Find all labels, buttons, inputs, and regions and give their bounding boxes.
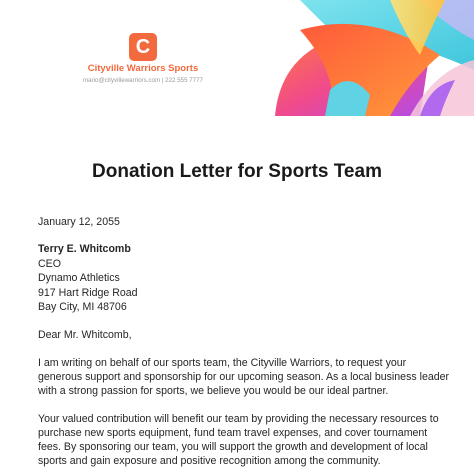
org-contact: mario@cityvillewarriors.com | 222 555 7777 bbox=[83, 77, 203, 84]
recipient-city: Bay City, MI 48706 bbox=[38, 301, 127, 313]
paragraph1-line: I am writing on behalf of our sports team, the Cityville Warriors, to request your bbox=[38, 357, 407, 369]
recipient-company: Dynamo Athletics bbox=[38, 272, 120, 284]
recipient-street: 917 Hart Ridge Road bbox=[38, 287, 138, 299]
paragraph2-line: Your valued contribution will benefit our team by providing the necessary resources to bbox=[38, 413, 439, 425]
salutation: Dear Mr. Whitcomb, bbox=[38, 329, 132, 341]
letter-title: Donation Letter for Sports Team bbox=[92, 161, 382, 182]
org-name: Cityville Warriors Sports bbox=[87, 63, 199, 74]
decorative-artwork bbox=[270, 0, 474, 116]
letter-date: January 12, 2055 bbox=[38, 216, 120, 228]
paragraph2-line: fees. By sponsoring our team, you will support the growth and development of local bbox=[38, 441, 428, 453]
logo-letter: C bbox=[135, 36, 151, 58]
paragraph1-line: with a strong passion for sports, we believe you would be our ideal partner. bbox=[38, 385, 389, 397]
logo-icon bbox=[129, 33, 157, 61]
paragraph1-line: generous support and sponsorship for our upcoming season. As a local business leader bbox=[38, 371, 450, 383]
paragraph2-line: purchase new sports equipment, fund team travel expenses, and cover tournament bbox=[38, 427, 428, 439]
recipient-name: Terry E. Whitcomb bbox=[38, 243, 131, 255]
recipient-role: CEO bbox=[38, 258, 61, 270]
paragraph2-line: sports and gain exposure and positive recognition among the community. bbox=[38, 455, 381, 467]
